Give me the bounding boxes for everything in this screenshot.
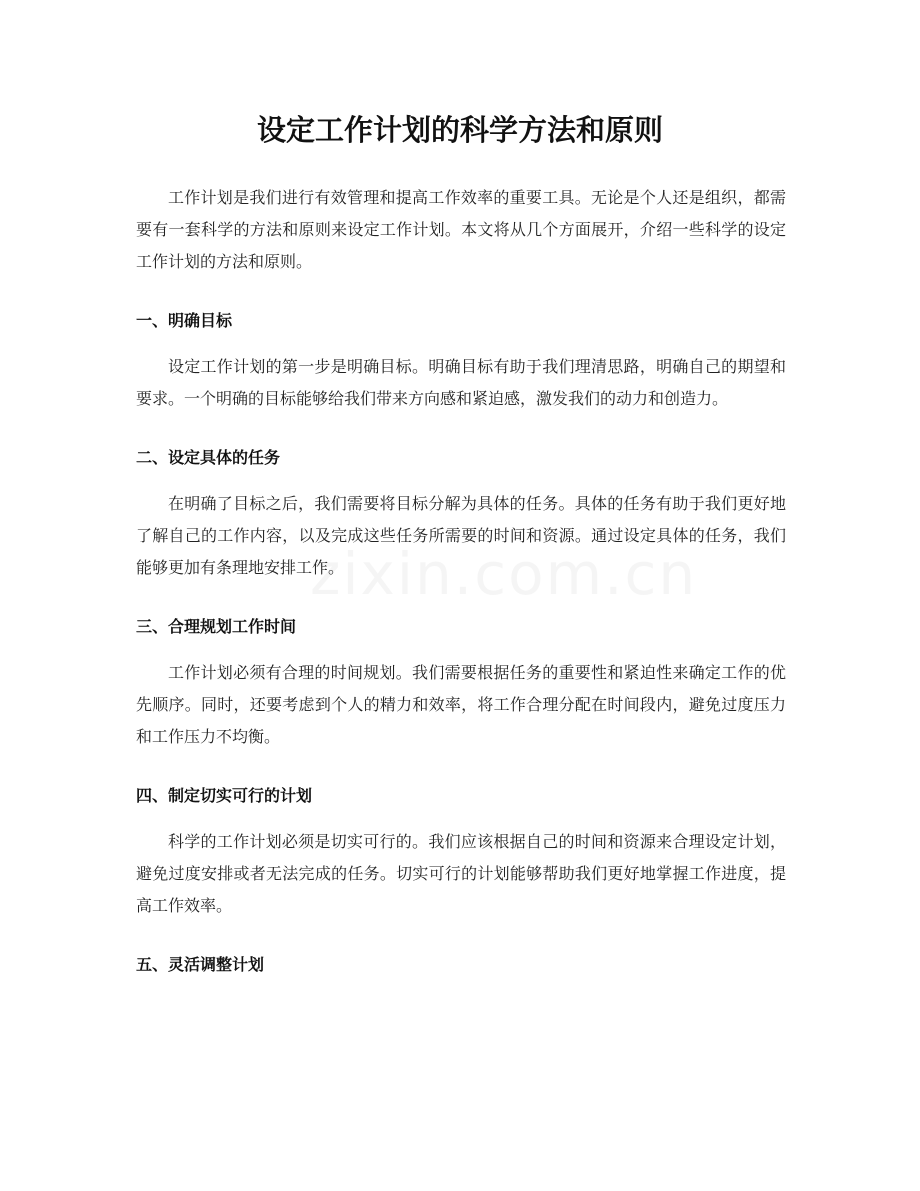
- page-title: 设定工作计划的科学方法和原则: [256, 113, 663, 147]
- section-heading-1: 一、明确目标: [136, 311, 233, 330]
- section-body-2: 在明确了目标之后，我们需要将目标分解为具体的任务。具体的任务有助于我们更好地了解自己的工作内容，以及完成这些任务所需要的时间和资源。通过设定具体的任务，我们能够更加有条理地安排工作。: [136, 494, 786, 577]
- section-heading-5: 五、灵活调整计划: [136, 955, 265, 974]
- section-heading-3: 三、合理规划工作时间: [136, 617, 297, 636]
- document-body: [136, 182, 786, 981]
- section-body-4: 科学的工作计划必须是切实可行的。我们应该根据自己的时间和资源来合理设定计划，避免过度安排或者无法完成的任务。切实可行的计划能够帮助我们更好地掌握工作进度，提高工作效率。: [136, 832, 786, 915]
- section-body-1: 设定工作计划的第一步是明确目标。明确目标有助于我们理清思路，明确自己的期望和要求。一个明确的目标能够给我们带来方向感和紧迫感，激发我们的动力和创造力。: [136, 357, 786, 408]
- section-heading-4: 四、制定切实可行的计划: [136, 786, 313, 805]
- intro-paragraph: 工作计划是我们进行有效管理和提高工作效率的重要工具。无论是个人还是组织，都需要有一套科学的方法和原则来设定工作计划。本文将从几个方面展开，介绍一些科学的设定工作计划的方法和原则。: [136, 188, 786, 271]
- watermark: zixin.com.cn: [310, 540, 698, 608]
- section-heading-2: 二、设定具体的任务: [136, 448, 281, 467]
- section-body-3: 工作计划必须有合理的时间规划。我们需要根据任务的重要性和紧迫性来确定工作的优先顺序。同时，还要考虑到个人的精力和效率，将工作合理分配在时间段内，避免过度压力和工作压力不均衡。: [136, 663, 786, 746]
